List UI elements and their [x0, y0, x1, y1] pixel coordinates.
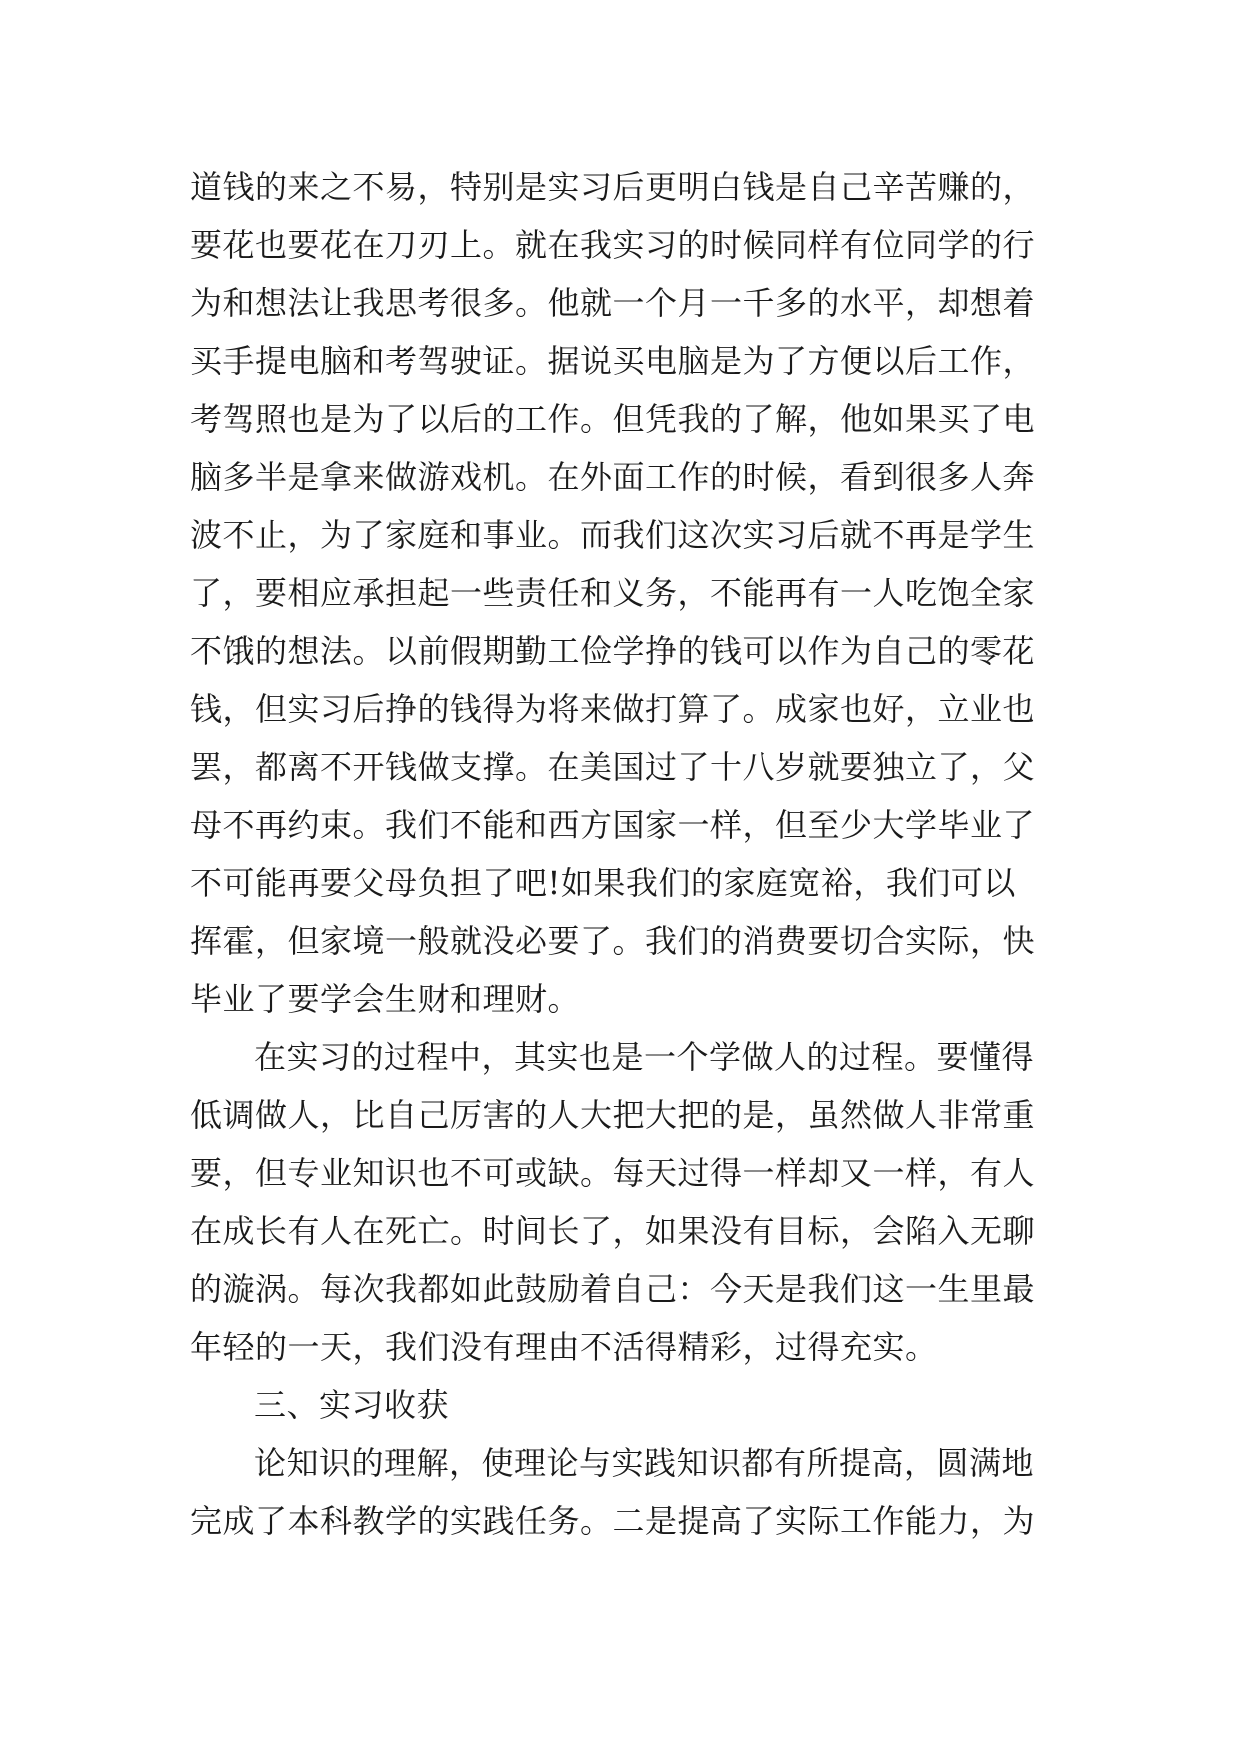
text-line: 母不再约束。我们不能和西方国家一样，但至少大学毕业了	[190, 806, 1036, 844]
text-line: 脑多半是拿来做游戏机。在外面工作的时候，看到很多人奔	[190, 458, 1036, 496]
text-line: 论知识的理解，使理论与实践知识都有所提高，圆满地	[254, 1444, 1035, 1482]
text-line: 波不止，为了家庭和事业。而我们这次实习后就不再是学生	[190, 516, 1036, 554]
text-line: 要，但专业知识也不可或缺。每天过得一样却又一样，有人	[190, 1154, 1036, 1192]
text-line: 完成了本科教学的实践任务。二是提高了实际工作能力，为	[190, 1502, 1036, 1540]
paragraph-2	[190, 1028, 1060, 1376]
paragraph-3	[190, 1434, 1060, 1550]
text-line: 了，要相应承担起一些责任和义务，不能再有一人吃饱全家	[190, 574, 1036, 612]
paragraph-1	[190, 158, 1060, 1028]
text-line: 在成长有人在死亡。时间长了，如果没有目标，会陷入无聊	[190, 1212, 1036, 1250]
text-line: 低调做人，比自己厉害的人大把大把的是，虽然做人非常重	[190, 1096, 1036, 1134]
text-line: 要花也要花在刀刃上。就在我实习的时候同样有位同学的行	[190, 226, 1036, 264]
text-line: 考驾照也是为了以后的工作。但凭我的了解，他如果买了电	[190, 400, 1036, 438]
text-line: 不饿的想法。以前假期勤工俭学挣的钱可以作为自己的零花	[190, 632, 1036, 670]
text-line: 毕业了要学会生财和理财。	[190, 980, 581, 1018]
text-line: 钱，但实习后挣的钱得为将来做打算了。成家也好，立业也	[190, 690, 1036, 728]
text-line: 道钱的来之不易，特别是实习后更明白钱是自己辛苦赚的，	[190, 168, 1036, 206]
text-line: 不可能再要父母负担了吧!如果我们的家庭宽裕，我们可以	[190, 864, 1016, 902]
text-line: 挥霍，但家境一般就没必要了。我们的消费要切合实际，快	[190, 922, 1036, 960]
section-heading	[190, 1376, 1060, 1434]
text-line: 为和想法让我思考很多。他就一个月一千多的水平，却想着	[190, 284, 1036, 322]
text-line: 买手提电脑和考驾驶证。据说买电脑是为了方便以后工作，	[190, 342, 1036, 380]
text-line: 年轻的一天，我们没有理由不活得精彩，过得充实。	[190, 1328, 938, 1366]
text-line: 的漩涡。每次我都如此鼓励着自己：今天是我们这一生里最	[190, 1270, 1036, 1308]
text-line: 在实习的过程中，其实也是一个学做人的过程。要懂得	[254, 1038, 1035, 1076]
document-body	[190, 158, 1060, 1550]
section-heading-text: 三、实习收获	[254, 1386, 450, 1424]
text-line: 罢，都离不开钱做支撑。在美国过了十八岁就要独立了，父	[190, 748, 1036, 786]
